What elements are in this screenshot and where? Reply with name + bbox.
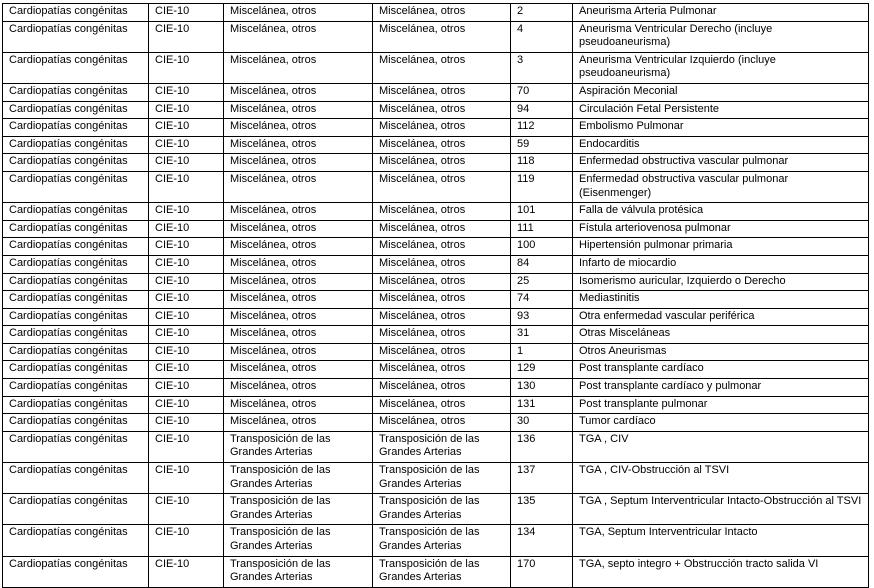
- cell-coding_system: CIE-10: [149, 326, 224, 344]
- cell-subgroup: Miscelánea, otros: [373, 101, 511, 119]
- cell-group: Transposición de las Grandes Arterias: [224, 494, 373, 525]
- table-row: [3, 136, 869, 154]
- cell-category: Cardiopatías congénitas: [3, 556, 149, 587]
- cell-diagnosis: Post transplante pulmonar: [573, 396, 869, 414]
- cell-code: 59: [511, 136, 573, 154]
- cell-subgroup: Miscelánea, otros: [373, 396, 511, 414]
- cell-group: Miscelánea, otros: [224, 154, 373, 172]
- cell-group: Miscelánea, otros: [224, 171, 373, 202]
- cell-coding_system: CIE-10: [149, 255, 224, 273]
- cell-code: 111: [511, 220, 573, 238]
- cell-code: 70: [511, 83, 573, 101]
- cell-coding_system: CIE-10: [149, 343, 224, 361]
- cell-group: Miscelánea, otros: [224, 52, 373, 83]
- table-row: [3, 203, 869, 221]
- cell-code: 129: [511, 361, 573, 379]
- cell-coding_system: CIE-10: [149, 52, 224, 83]
- cell-subgroup: Transposición de las Grandes Arterias: [373, 431, 511, 462]
- cell-code: 30: [511, 414, 573, 432]
- cell-group: Miscelánea, otros: [224, 220, 373, 238]
- cell-coding_system: CIE-10: [149, 431, 224, 462]
- table-row: [3, 291, 869, 309]
- table-row: [3, 525, 869, 556]
- cell-category: Cardiopatías congénitas: [3, 463, 149, 494]
- table-row: [3, 220, 869, 238]
- cell-coding_system: CIE-10: [149, 556, 224, 587]
- table-row: [3, 431, 869, 462]
- cell-code: 25: [511, 273, 573, 291]
- cell-group: Miscelánea, otros: [224, 379, 373, 397]
- cell-category: Cardiopatías congénitas: [3, 326, 149, 344]
- cell-diagnosis: Fístula arteriovenosa pulmonar: [573, 220, 869, 238]
- cell-subgroup: Miscelánea, otros: [373, 291, 511, 309]
- table-row: [3, 494, 869, 525]
- table-row: [3, 343, 869, 361]
- cell-diagnosis: TGA , CIV: [573, 431, 869, 462]
- cell-group: Miscelánea, otros: [224, 396, 373, 414]
- cell-diagnosis: Otros Aneurismas: [573, 343, 869, 361]
- table-row: [3, 83, 869, 101]
- cell-category: Cardiopatías congénitas: [3, 83, 149, 101]
- cell-category: Cardiopatías congénitas: [3, 136, 149, 154]
- cell-diagnosis: Aneurisma Ventricular Derecho (incluye pseudoaneurisma): [573, 21, 869, 52]
- cell-diagnosis: TGA , CIV-Obstrucción al TSVI: [573, 463, 869, 494]
- cell-coding_system: CIE-10: [149, 203, 224, 221]
- cell-coding_system: CIE-10: [149, 273, 224, 291]
- cell-coding_system: CIE-10: [149, 361, 224, 379]
- cell-diagnosis: Otras Misceláneas: [573, 326, 869, 344]
- cell-group: Miscelánea, otros: [224, 291, 373, 309]
- cell-diagnosis: TGA , Septum Interventricular Intacto-Obstrucción al TSVI: [573, 494, 869, 525]
- table-row: [3, 21, 869, 52]
- cell-subgroup: Miscelánea, otros: [373, 255, 511, 273]
- cell-diagnosis: Otra enfermedad vascular periférica: [573, 308, 869, 326]
- cell-category: Cardiopatías congénitas: [3, 379, 149, 397]
- cell-code: 170: [511, 556, 573, 587]
- cell-diagnosis: Endocarditis: [573, 136, 869, 154]
- cell-group: Miscelánea, otros: [224, 273, 373, 291]
- cell-code: 94: [511, 101, 573, 119]
- table-row: [3, 119, 869, 137]
- cell-coding_system: CIE-10: [149, 154, 224, 172]
- cell-coding_system: CIE-10: [149, 4, 224, 22]
- table-row: [3, 379, 869, 397]
- cell-diagnosis: Enfermedad obstructiva vascular pulmonar: [573, 154, 869, 172]
- cell-category: Cardiopatías congénitas: [3, 238, 149, 256]
- cell-subgroup: Miscelánea, otros: [373, 136, 511, 154]
- cell-coding_system: CIE-10: [149, 101, 224, 119]
- table-row: [3, 171, 869, 202]
- cell-subgroup: Miscelánea, otros: [373, 52, 511, 83]
- cell-group: Miscelánea, otros: [224, 4, 373, 22]
- cell-subgroup: Miscelánea, otros: [373, 203, 511, 221]
- cell-group: Miscelánea, otros: [224, 255, 373, 273]
- cell-group: Transposición de las Grandes Arterias: [224, 556, 373, 587]
- cell-group: Miscelánea, otros: [224, 203, 373, 221]
- table-row: [3, 414, 869, 432]
- cell-group: Miscelánea, otros: [224, 83, 373, 101]
- cell-subgroup: Miscelánea, otros: [373, 273, 511, 291]
- cell-subgroup: Miscelánea, otros: [373, 343, 511, 361]
- cell-group: Transposición de las Grandes Arterias: [224, 431, 373, 462]
- cell-code: 134: [511, 525, 573, 556]
- cell-category: Cardiopatías congénitas: [3, 308, 149, 326]
- cell-category: Cardiopatías congénitas: [3, 101, 149, 119]
- cell-coding_system: CIE-10: [149, 21, 224, 52]
- cell-code: 119: [511, 171, 573, 202]
- table-body: [3, 4, 869, 588]
- cell-group: Miscelánea, otros: [224, 21, 373, 52]
- cell-subgroup: Transposición de las Grandes Arterias: [373, 525, 511, 556]
- cell-coding_system: CIE-10: [149, 171, 224, 202]
- cell-category: Cardiopatías congénitas: [3, 255, 149, 273]
- cell-subgroup: Miscelánea, otros: [373, 171, 511, 202]
- cell-diagnosis: Isomerismo auricular, Izquierdo o Derecho: [573, 273, 869, 291]
- cell-diagnosis: Embolismo Pulmonar: [573, 119, 869, 137]
- diagnosis-table: [2, 3, 869, 588]
- cell-subgroup: Miscelánea, otros: [373, 414, 511, 432]
- cell-diagnosis: Post transplante cardíaco: [573, 361, 869, 379]
- cell-diagnosis: Aneurisma Ventricular Izquierdo (incluye pseudoaneurisma): [573, 52, 869, 83]
- cell-coding_system: CIE-10: [149, 463, 224, 494]
- cell-subgroup: Miscelánea, otros: [373, 361, 511, 379]
- cell-subgroup: Miscelánea, otros: [373, 308, 511, 326]
- cell-subgroup: Miscelánea, otros: [373, 119, 511, 137]
- cell-code: 84: [511, 255, 573, 273]
- cell-group: Miscelánea, otros: [224, 361, 373, 379]
- cell-category: Cardiopatías congénitas: [3, 343, 149, 361]
- cell-category: Cardiopatías congénitas: [3, 203, 149, 221]
- cell-subgroup: Miscelánea, otros: [373, 154, 511, 172]
- cell-diagnosis: Aspiración Meconial: [573, 83, 869, 101]
- cell-code: 3: [511, 52, 573, 83]
- cell-category: Cardiopatías congénitas: [3, 525, 149, 556]
- table-row: [3, 556, 869, 587]
- cell-category: Cardiopatías congénitas: [3, 52, 149, 83]
- cell-category: Cardiopatías congénitas: [3, 361, 149, 379]
- table-row: [3, 4, 869, 22]
- cell-coding_system: CIE-10: [149, 494, 224, 525]
- cell-subgroup: Miscelánea, otros: [373, 220, 511, 238]
- cell-group: Miscelánea, otros: [224, 326, 373, 344]
- cell-subgroup: Transposición de las Grandes Arterias: [373, 556, 511, 587]
- cell-subgroup: Miscelánea, otros: [373, 238, 511, 256]
- cell-category: Cardiopatías congénitas: [3, 494, 149, 525]
- table-row: [3, 238, 869, 256]
- cell-category: Cardiopatías congénitas: [3, 4, 149, 22]
- cell-category: Cardiopatías congénitas: [3, 291, 149, 309]
- cell-category: Cardiopatías congénitas: [3, 273, 149, 291]
- cell-group: Miscelánea, otros: [224, 308, 373, 326]
- cell-group: Transposición de las Grandes Arterias: [224, 525, 373, 556]
- cell-code: 131: [511, 396, 573, 414]
- cell-category: Cardiopatías congénitas: [3, 119, 149, 137]
- cell-group: Miscelánea, otros: [224, 343, 373, 361]
- cell-group: Transposición de las Grandes Arterias: [224, 463, 373, 494]
- cell-diagnosis: Post transplante cardíaco y pulmonar: [573, 379, 869, 397]
- cell-diagnosis: Mediastinitis: [573, 291, 869, 309]
- document-page: [0, 3, 874, 585]
- table-row: [3, 273, 869, 291]
- cell-group: Miscelánea, otros: [224, 414, 373, 432]
- cell-group: Miscelánea, otros: [224, 119, 373, 137]
- cell-diagnosis: Enfermedad obstructiva vascular pulmonar (Eisenmenger): [573, 171, 869, 202]
- cell-coding_system: CIE-10: [149, 291, 224, 309]
- cell-code: 136: [511, 431, 573, 462]
- cell-group: Miscelánea, otros: [224, 101, 373, 119]
- cell-coding_system: CIE-10: [149, 396, 224, 414]
- table-row: [3, 361, 869, 379]
- cell-subgroup: Miscelánea, otros: [373, 4, 511, 22]
- table-row: [3, 463, 869, 494]
- cell-diagnosis: Falla de válvula protésica: [573, 203, 869, 221]
- cell-subgroup: Transposición de las Grandes Arterias: [373, 494, 511, 525]
- cell-coding_system: CIE-10: [149, 119, 224, 137]
- cell-diagnosis: Hipertensión pulmonar primaria: [573, 238, 869, 256]
- cell-code: 74: [511, 291, 573, 309]
- cell-group: Miscelánea, otros: [224, 238, 373, 256]
- cell-coding_system: CIE-10: [149, 83, 224, 101]
- cell-code: 4: [511, 21, 573, 52]
- cell-subgroup: Miscelánea, otros: [373, 21, 511, 52]
- cell-diagnosis: TGA, septo integro + Obstrucción tracto salida VI: [573, 556, 869, 587]
- cell-code: 130: [511, 379, 573, 397]
- table-row: [3, 101, 869, 119]
- table-row: [3, 255, 869, 273]
- cell-category: Cardiopatías congénitas: [3, 171, 149, 202]
- cell-subgroup: Miscelánea, otros: [373, 379, 511, 397]
- cell-coding_system: CIE-10: [149, 136, 224, 154]
- table-row: [3, 52, 869, 83]
- cell-diagnosis: Aneurisma Arteria Pulmonar: [573, 4, 869, 22]
- cell-coding_system: CIE-10: [149, 308, 224, 326]
- cell-coding_system: CIE-10: [149, 238, 224, 256]
- table-row: [3, 396, 869, 414]
- cell-diagnosis: Infarto de miocardio: [573, 255, 869, 273]
- table-row: [3, 154, 869, 172]
- cell-code: 93: [511, 308, 573, 326]
- cell-code: 135: [511, 494, 573, 525]
- cell-category: Cardiopatías congénitas: [3, 154, 149, 172]
- cell-code: 31: [511, 326, 573, 344]
- cell-category: Cardiopatías congénitas: [3, 414, 149, 432]
- cell-coding_system: CIE-10: [149, 414, 224, 432]
- table-row: [3, 326, 869, 344]
- cell-subgroup: Miscelánea, otros: [373, 83, 511, 101]
- cell-code: 118: [511, 154, 573, 172]
- cell-code: 1: [511, 343, 573, 361]
- cell-diagnosis: TGA, Septum Interventricular Intacto: [573, 525, 869, 556]
- cell-category: Cardiopatías congénitas: [3, 220, 149, 238]
- cell-code: 100: [511, 238, 573, 256]
- cell-category: Cardiopatías congénitas: [3, 431, 149, 462]
- cell-code: 137: [511, 463, 573, 494]
- cell-subgroup: Transposición de las Grandes Arterias: [373, 463, 511, 494]
- cell-coding_system: CIE-10: [149, 525, 224, 556]
- cell-coding_system: CIE-10: [149, 379, 224, 397]
- cell-subgroup: Miscelánea, otros: [373, 326, 511, 344]
- cell-code: 112: [511, 119, 573, 137]
- cell-coding_system: CIE-10: [149, 220, 224, 238]
- cell-category: Cardiopatías congénitas: [3, 21, 149, 52]
- cell-code: 101: [511, 203, 573, 221]
- table-row: [3, 308, 869, 326]
- cell-diagnosis: Tumor cardíaco: [573, 414, 869, 432]
- cell-category: Cardiopatías congénitas: [3, 396, 149, 414]
- cell-code: 2: [511, 4, 573, 22]
- cell-diagnosis: Circulación Fetal Persistente: [573, 101, 869, 119]
- cell-group: Miscelánea, otros: [224, 136, 373, 154]
